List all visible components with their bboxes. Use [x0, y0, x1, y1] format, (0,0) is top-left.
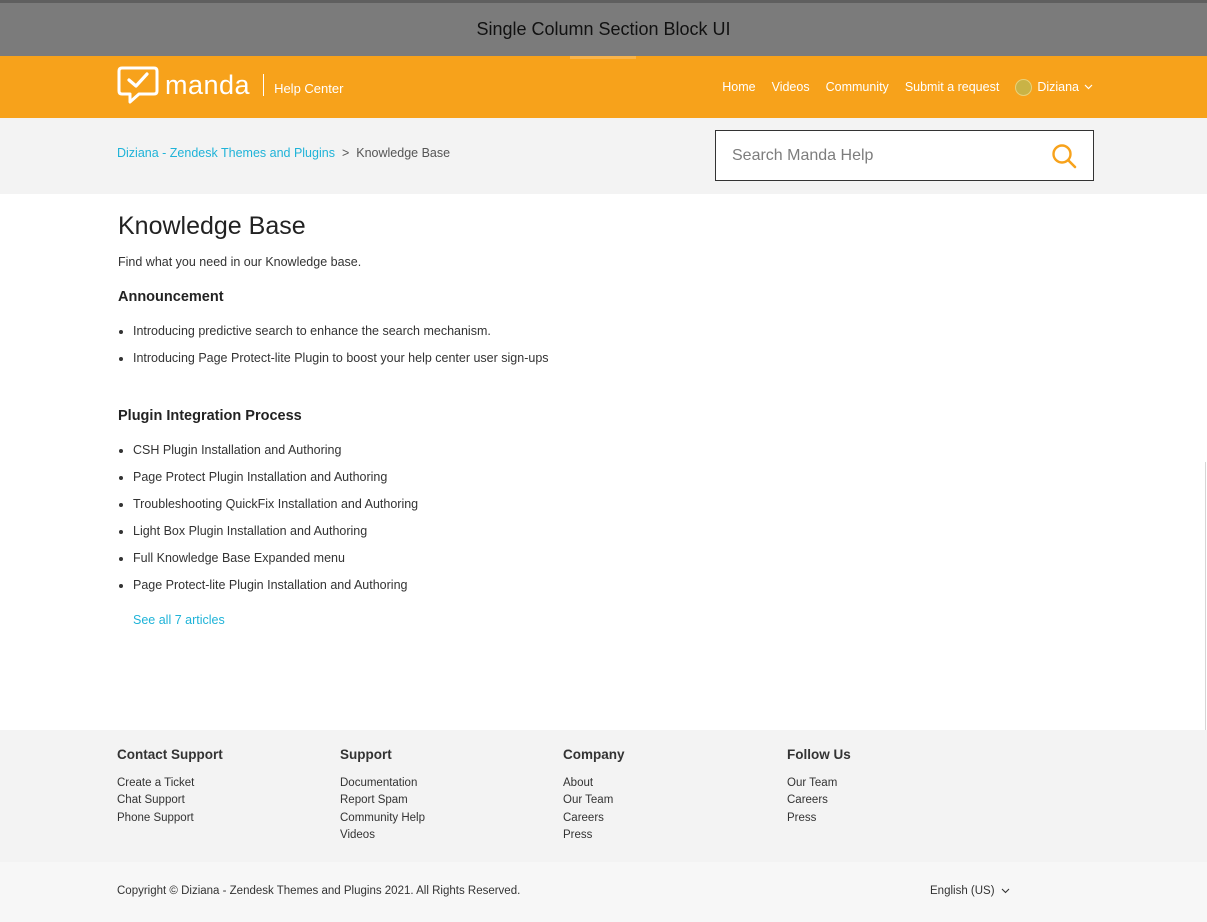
footer-link[interactable]: Phone Support: [117, 811, 194, 824]
nav-videos[interactable]: Videos: [771, 80, 810, 94]
breadcrumb-separator: >: [341, 146, 350, 160]
article-link[interactable]: Troubleshooting QuickFix Installation and Authoring: [118, 497, 418, 524]
bottom-bar: [0, 862, 1207, 922]
logo-divider: [263, 74, 264, 96]
footer-link[interactable]: Careers: [787, 794, 828, 807]
top-nav: [722, 56, 1093, 118]
footer-link[interactable]: Our Team: [787, 777, 838, 789]
article-link[interactable]: Light Box Plugin Installation and Authoring: [118, 524, 418, 551]
page-description: Find what you need in our Knowledge base.: [118, 255, 362, 269]
chat-check-icon: [117, 65, 159, 105]
footer-column-title: Follow Us: [787, 747, 851, 762]
copyright-text: Copyright © Diziana - Zendesk Themes and Plugins 2021. All Rights Reserved.: [117, 885, 521, 897]
nav-home[interactable]: Home: [722, 80, 756, 94]
header-accent: [570, 56, 636, 59]
section-title-plugin-integration[interactable]: Plugin Integration Process: [118, 408, 302, 424]
footer-link[interactable]: Chat Support: [117, 794, 185, 807]
section-title-announcement[interactable]: Announcement: [118, 289, 224, 305]
footer-column-title: Company: [563, 747, 625, 762]
footer-link[interactable]: Videos: [340, 828, 375, 841]
footer-link[interactable]: Report Spam: [340, 794, 408, 807]
footer-link[interactable]: Documentation: [340, 777, 418, 789]
article-link[interactable]: Introducing predictive search to enhance the search mechanism.: [118, 324, 549, 351]
article-link[interactable]: CSH Plugin Installation and Authoring: [118, 443, 418, 470]
search-box: [715, 130, 1094, 181]
footer-column-follow-us: [787, 747, 851, 827]
article-link[interactable]: Page Protect-lite Plugin Installation and Authoring: [118, 578, 418, 605]
brand-name: manda: [165, 69, 251, 100]
user-name: Diziana: [1037, 80, 1079, 94]
footer-column-support: [340, 747, 425, 844]
breadcrumb-current: Knowledge Base: [356, 146, 451, 160]
avatar: [1015, 79, 1032, 96]
article-link[interactable]: Introducing Page Protect-lite Plugin to boost your help center user sign-ups: [118, 351, 549, 378]
article-link[interactable]: Page Protect Plugin Installation and Authoring: [118, 470, 418, 497]
footer-link[interactable]: Our Team: [563, 794, 614, 807]
search-icon[interactable]: [1051, 143, 1077, 169]
see-all-articles-link[interactable]: See all 7 articles: [133, 613, 225, 627]
window-title: Single Column Section Block UI: [476, 19, 731, 39]
footer-column-title: Contact Support: [117, 747, 223, 762]
breadcrumb: [117, 146, 450, 160]
site-header: [0, 56, 1207, 118]
article-list-plugin-integration: [118, 443, 418, 605]
subheader: [0, 118, 1207, 194]
footer-link[interactable]: Press: [787, 811, 817, 824]
footer-column-title: Support: [340, 747, 392, 762]
page-title: Knowledge Base: [118, 212, 306, 240]
brand-subtitle: Help Center: [274, 80, 344, 96]
breadcrumb-link-home[interactable]: Diziana - Zendesk Themes and Plugins: [117, 146, 335, 160]
footer-column-contact-support: [117, 747, 223, 827]
nav-submit-request[interactable]: Submit a request: [904, 80, 1000, 94]
scrollbar-track: [1205, 462, 1206, 730]
nav-community[interactable]: Community: [825, 80, 889, 94]
footer-link[interactable]: Community Help: [340, 811, 425, 824]
language-selector[interactable]: [930, 885, 1010, 897]
logo[interactable]: [117, 65, 343, 105]
chevron-down-icon: [1001, 888, 1010, 894]
user-menu[interactable]: [1015, 79, 1093, 96]
search-input[interactable]: [732, 147, 1051, 165]
footer-column-company: [563, 747, 625, 844]
article-link[interactable]: Full Knowledge Base Expanded menu: [118, 551, 418, 578]
footer-link[interactable]: Create a Ticket: [117, 777, 195, 789]
chevron-down-icon: [1084, 84, 1093, 90]
window-title-bar: [0, 0, 1207, 56]
footer: [0, 730, 1207, 862]
article-list-announcement: [118, 324, 549, 378]
footer-link[interactable]: Press: [563, 828, 593, 841]
footer-link[interactable]: About: [563, 777, 594, 789]
language-label: English (US): [930, 885, 995, 897]
footer-link[interactable]: Careers: [563, 811, 604, 824]
